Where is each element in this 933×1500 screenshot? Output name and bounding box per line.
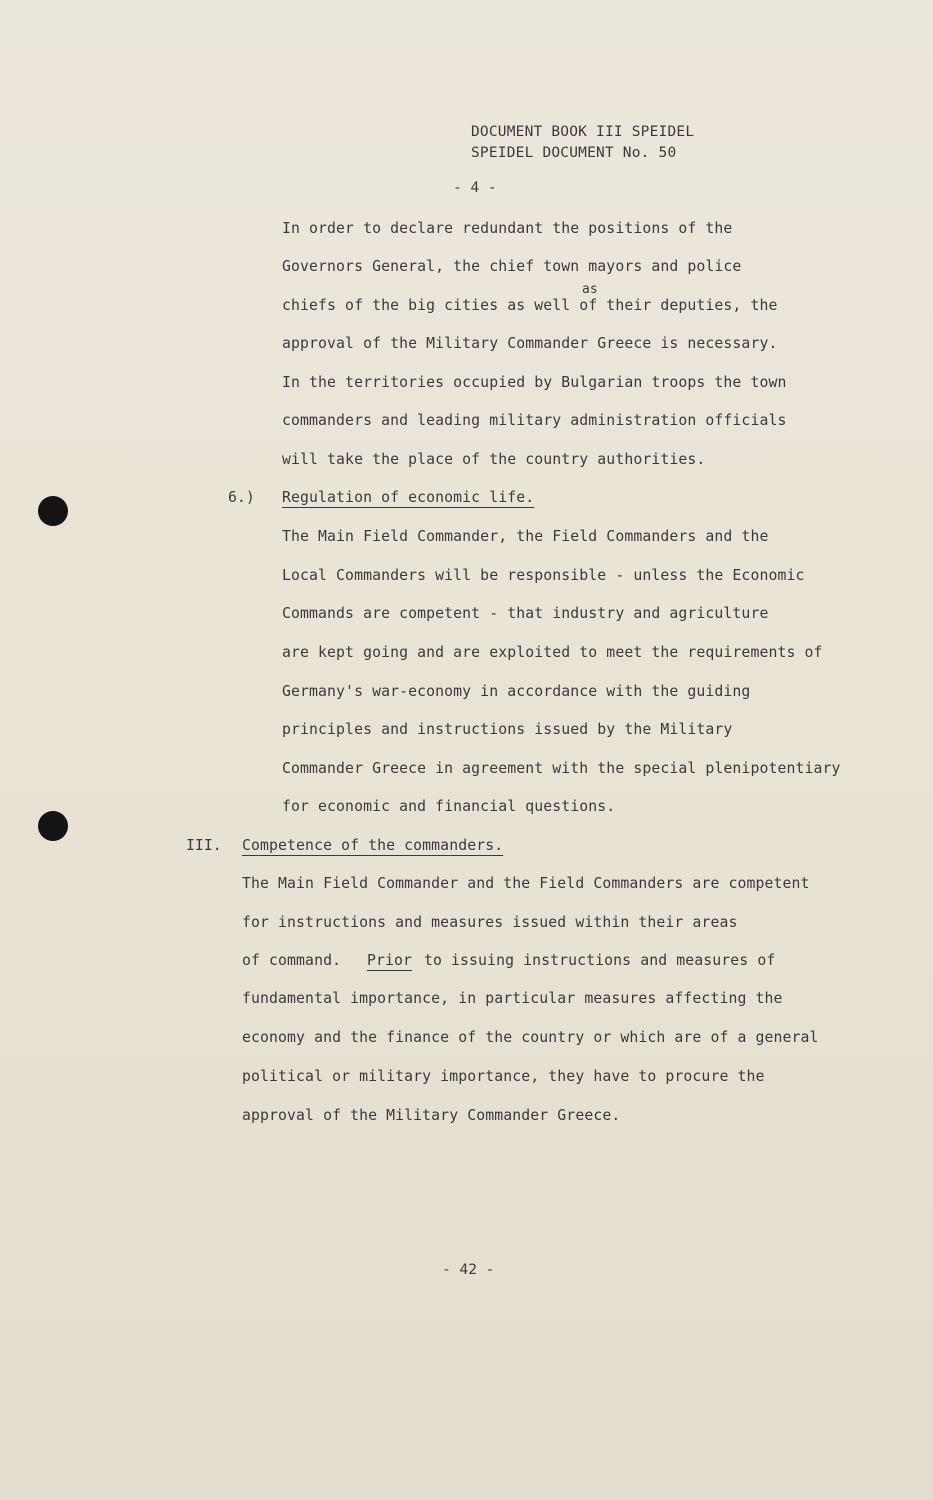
para1-line: will take the place of the country authorities.	[282, 451, 706, 468]
section-iii-line: fundamental importance, in particular measures affecting the	[242, 990, 783, 1007]
section-iii-number: III.	[186, 837, 222, 854]
section-6-line: Germany's war-economy in accordance with the guiding	[282, 683, 751, 700]
punch-hole-bottom	[38, 811, 68, 841]
section-6-line: principles and instructions issued by the Military	[282, 721, 733, 738]
section-iii-line: of command.	[242, 952, 342, 969]
section-iii-line: political or military importance, they have to procure the	[242, 1068, 765, 1085]
page-number-bottom: - 42 -	[442, 1262, 495, 1278]
section-iii-line: to issuing instructions and measures of	[424, 952, 776, 969]
punch-hole-top	[38, 496, 68, 526]
section-iii-line: The Main Field Commander and the Field Commanders are competent	[242, 875, 810, 892]
section-6-line: Commands are competent - that industry and agriculture	[282, 605, 769, 622]
para1-line: chiefs of the big cities as well of their deputies, the	[282, 297, 778, 314]
section-6-heading: Regulation of economic life.	[282, 489, 535, 506]
para1-line: In order to declare redundant the positions of the	[282, 220, 733, 237]
section-6-line: Local Commanders will be responsible - unless the Economic	[282, 567, 805, 584]
para1-line: approval of the Military Commander Greece is necessary.	[282, 335, 778, 352]
para1-line: Governors General, the chief town mayors and police	[282, 258, 742, 275]
section-iii-heading: Competence of the commanders.	[242, 837, 504, 854]
section-6-line: The Main Field Commander, the Field Commanders and the	[282, 528, 769, 545]
section-6-line: are kept going and are exploited to meet the requirements of	[282, 644, 823, 661]
document-header-line-1: DOCUMENT BOOK III SPEIDEL	[471, 124, 695, 140]
section-iii-line: economy and the finance of the country or which are of a general	[242, 1029, 819, 1046]
section-6-number: 6.)	[228, 489, 255, 506]
para1-line: commanders and leading military administration officials	[282, 412, 787, 429]
handwritten-insertion: as	[582, 282, 598, 297]
section-iii-line: for instructions and measures issued within their areas	[242, 914, 738, 931]
section-6-line: Commander Greece in agreement with the special plenipotentiary	[282, 760, 841, 777]
para1-line: In the territories occupied by Bulgarian troops the town	[282, 374, 787, 391]
document-header-line-2: SPEIDEL DOCUMENT No. 50	[471, 145, 677, 161]
page-number-top: - 4 -	[453, 180, 497, 196]
section-iii-underlined-word: Prior	[367, 952, 413, 969]
section-iii-line: approval of the Military Commander Greece.	[242, 1107, 621, 1124]
section-6-line: for economic and financial questions.	[282, 798, 616, 815]
